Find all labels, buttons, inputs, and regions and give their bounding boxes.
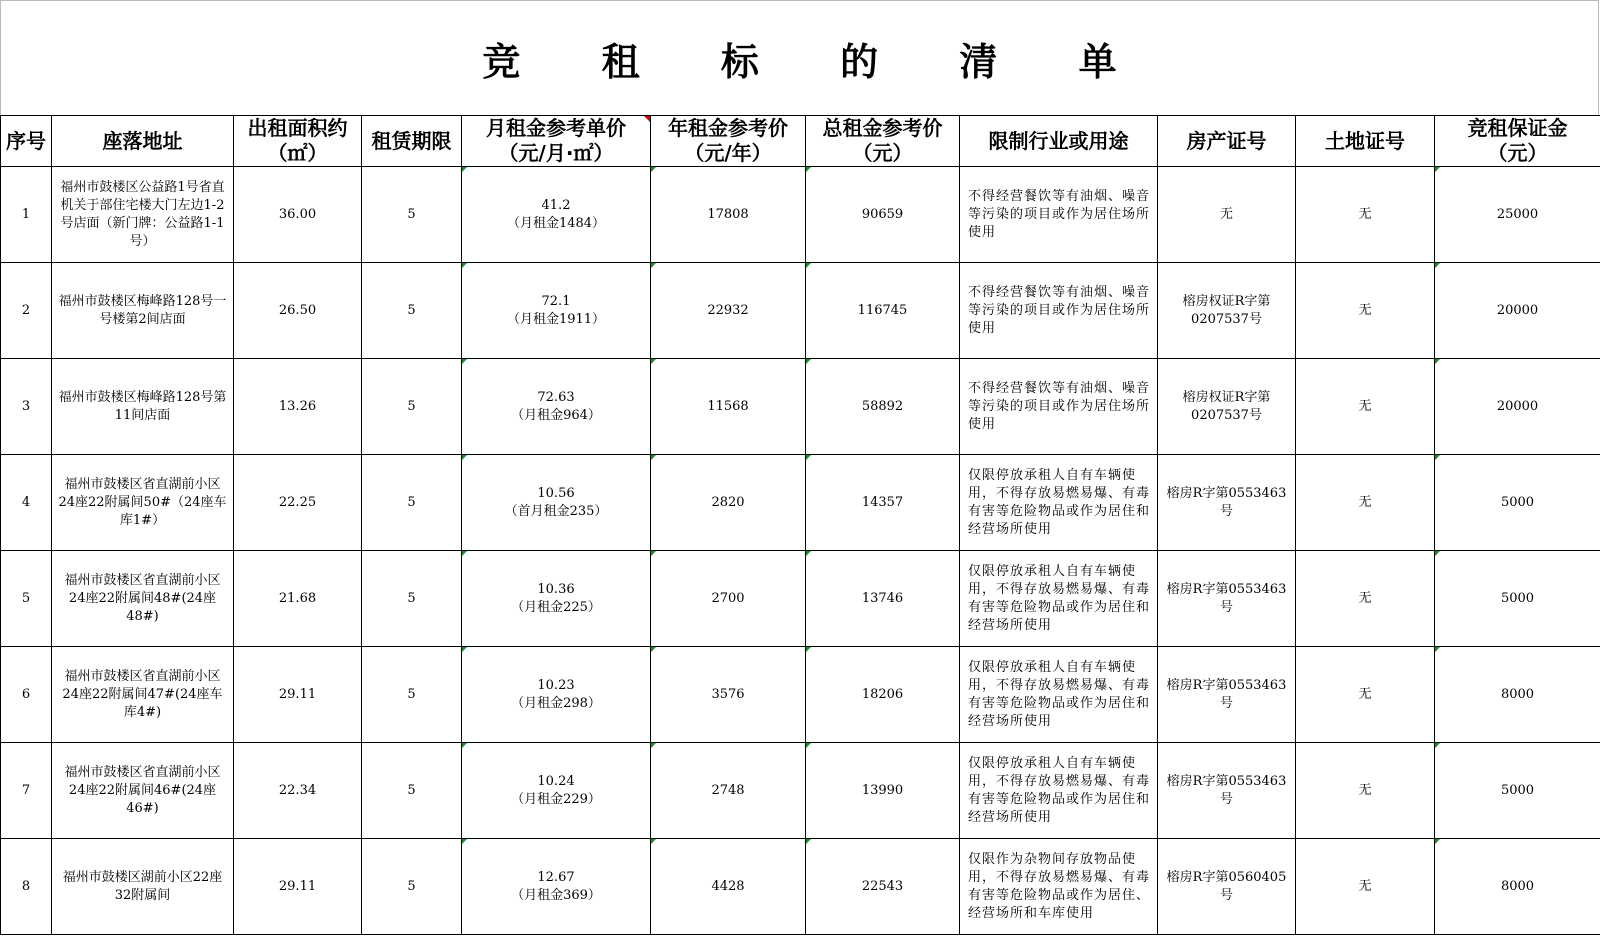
cell-deposit[interactable]: 8000 (1435, 839, 1600, 935)
cell-area[interactable]: 13.26 (234, 359, 362, 455)
cell-annual-rent[interactable]: 3576 (651, 647, 806, 743)
title-cell[interactable] (0, 0, 1599, 115)
cell-term[interactable]: 5 (362, 743, 462, 839)
cell-area[interactable]: 36.00 (234, 167, 362, 263)
cell-unit-price[interactable]: 12.67 （月租金369） (462, 839, 651, 935)
cell-annual-rent[interactable]: 2748 (651, 743, 806, 839)
cell-seq[interactable]: 5 (1, 551, 52, 647)
table-row (1, 455, 1600, 551)
cell-seq[interactable]: 1 (1, 167, 52, 263)
cell-seq[interactable]: 3 (1, 359, 52, 455)
table-row (1, 647, 1600, 743)
cell-house-cert[interactable]: 榕房权证R字第0207537号 (1158, 359, 1296, 455)
cell-land-cert[interactable]: 无 (1296, 743, 1435, 839)
cell-use[interactable]: 不得经营餐饮等有油烟、噪音等污染的项目或作为居住场所使用 (960, 359, 1158, 455)
cell-use[interactable]: 不得经营餐饮等有油烟、噪音等污染的项目或作为居住场所使用 (960, 263, 1158, 359)
header-row (1, 116, 1600, 167)
cell-deposit[interactable]: 5000 (1435, 455, 1600, 551)
table-row (1, 839, 1600, 935)
cell-total-rent[interactable]: 14357 (806, 455, 960, 551)
cell-deposit[interactable]: 5000 (1435, 743, 1600, 839)
cell-annual-rent[interactable]: 2700 (651, 551, 806, 647)
header-annual-rent[interactable]: 年租金参考价 （元/年） (651, 116, 806, 167)
cell-term[interactable]: 5 (362, 647, 462, 743)
cell-seq[interactable]: 7 (1, 743, 52, 839)
cell-house-cert[interactable]: 榕房R字第0553463号 (1158, 743, 1296, 839)
cell-annual-rent[interactable]: 2820 (651, 455, 806, 551)
cell-house-cert[interactable]: 榕房R字第0553463号 (1158, 647, 1296, 743)
cell-term[interactable]: 5 (362, 455, 462, 551)
table-row (1, 263, 1600, 359)
cell-use[interactable]: 不得经营餐饮等有油烟、噪音等污染的项目或作为居住场所使用 (960, 167, 1158, 263)
cell-area[interactable]: 29.11 (234, 839, 362, 935)
cell-house-cert[interactable]: 榕房R字第0553463号 (1158, 551, 1296, 647)
cell-area[interactable]: 22.34 (234, 743, 362, 839)
cell-use[interactable]: 仅限停放承租人自有车辆使用，不得存放易燃易爆、有毒有害等危险物品或作为居住和经营场所使用 (960, 551, 1158, 647)
cell-total-rent[interactable]: 58892 (806, 359, 960, 455)
cell-seq[interactable]: 4 (1, 455, 52, 551)
header-term[interactable]: 租赁期限 (362, 116, 462, 167)
header-land-cert[interactable]: 土地证号 (1296, 116, 1435, 167)
cell-deposit[interactable]: 8000 (1435, 647, 1600, 743)
table-row (1, 551, 1600, 647)
header-unit-price[interactable]: 月租金参考单价 （元/月·㎡） (462, 116, 651, 167)
header-address[interactable]: 座落地址 (52, 116, 234, 167)
cell-total-rent[interactable]: 18206 (806, 647, 960, 743)
cell-land-cert[interactable]: 无 (1296, 647, 1435, 743)
cell-total-rent[interactable]: 116745 (806, 263, 960, 359)
table-row (1, 743, 1600, 839)
cell-seq[interactable]: 6 (1, 647, 52, 743)
cell-house-cert[interactable]: 榕房R字第0560405号 (1158, 839, 1296, 935)
header-use[interactable]: 限制行业或用途 (960, 116, 1158, 167)
cell-annual-rent[interactable]: 22932 (651, 263, 806, 359)
cell-use[interactable]: 仅限作为杂物间存放物品使用，不得存放易燃易爆、有毒有害等危险物品或作为居住、经营场所和车库使用 (960, 839, 1158, 935)
cell-unit-price[interactable]: 10.23 （月租金298） (462, 647, 651, 743)
cell-annual-rent[interactable]: 4428 (651, 839, 806, 935)
header-seq[interactable]: 序号 (1, 116, 52, 167)
cell-address[interactable]: 福州市鼓楼区公益路1号省直机关于部住宅楼大门左边1-2号店面（新门牌：公益路1-1号） (52, 167, 234, 263)
cell-unit-price[interactable]: 72.1 （月租金1911） (462, 263, 651, 359)
cell-address[interactable]: 福州市鼓楼区梅峰路128号一号楼第2间店面 (52, 263, 234, 359)
lease-table (0, 115, 1600, 935)
cell-seq[interactable]: 2 (1, 263, 52, 359)
cell-unit-price[interactable]: 10.36 （月租金225） (462, 551, 651, 647)
cell-address[interactable]: 福州市鼓楼区省直湖前小区24座22附属间46#(24座46#) (52, 743, 234, 839)
cell-land-cert[interactable]: 无 (1296, 263, 1435, 359)
cell-seq[interactable]: 8 (1, 839, 52, 935)
cell-house-cert[interactable]: 榕房R字第0553463号 (1158, 455, 1296, 551)
cell-address[interactable]: 福州市鼓楼区省直湖前小区24座22附属间48#(24座48#) (52, 551, 234, 647)
cell-address[interactable]: 福州市鼓楼区梅峰路128号第11间店面 (52, 359, 234, 455)
cell-land-cert[interactable]: 无 (1296, 551, 1435, 647)
cell-land-cert[interactable]: 无 (1296, 359, 1435, 455)
cell-deposit[interactable]: 25000 (1435, 167, 1600, 263)
cell-total-rent[interactable]: 22543 (806, 839, 960, 935)
header-house-cert[interactable]: 房产证号 (1158, 116, 1296, 167)
table-row (1, 359, 1600, 455)
cell-land-cert[interactable]: 无 (1296, 839, 1435, 935)
cell-house-cert[interactable]: 无 (1158, 167, 1296, 263)
cell-area[interactable]: 21.68 (234, 551, 362, 647)
cell-total-rent[interactable]: 13990 (806, 743, 960, 839)
cell-area[interactable]: 26.50 (234, 263, 362, 359)
header-total-rent[interactable]: 总租金参考价 （元） (806, 116, 960, 167)
cell-area[interactable]: 22.25 (234, 455, 362, 551)
cell-total-rent[interactable]: 13746 (806, 551, 960, 647)
cell-unit-price[interactable]: 10.24 （月租金229） (462, 743, 651, 839)
cell-deposit[interactable]: 5000 (1435, 551, 1600, 647)
cell-deposit[interactable]: 20000 (1435, 263, 1600, 359)
cell-annual-rent[interactable]: 11568 (651, 359, 806, 455)
cell-address[interactable]: 福州市鼓楼区湖前小区22座32附属间 (52, 839, 234, 935)
cell-term[interactable]: 5 (362, 839, 462, 935)
cell-unit-price[interactable]: 41.2 （月租金1484） (462, 167, 651, 263)
cell-annual-rent[interactable]: 17808 (651, 167, 806, 263)
header-deposit[interactable]: 竞租保证金 （元） (1435, 116, 1600, 167)
cell-term[interactable]: 5 (362, 551, 462, 647)
cell-term[interactable]: 5 (362, 359, 462, 455)
page-title: 竞 租 标 的 清 单 (482, 39, 1151, 84)
cell-deposit[interactable]: 20000 (1435, 359, 1600, 455)
cell-address[interactable]: 福州市鼓楼区省直湖前小区24座22附属间47#(24座车库4#) (52, 647, 234, 743)
cell-unit-price[interactable]: 10.56 （首月租金235） (462, 455, 651, 551)
cell-land-cert[interactable]: 无 (1296, 167, 1435, 263)
cell-use[interactable]: 仅限停放承租人自有车辆使用，不得存放易燃易爆、有毒有害等危险物品或作为居住和经营场所使用 (960, 743, 1158, 839)
cell-term[interactable]: 5 (362, 167, 462, 263)
cell-use[interactable]: 仅限停放承租人自有车辆使用，不得存放易燃易爆、有毒有害等危险物品或作为居住和经营场所使用 (960, 647, 1158, 743)
cell-land-cert[interactable]: 无 (1296, 455, 1435, 551)
cell-unit-price[interactable]: 72.63 （月租金964） (462, 359, 651, 455)
cell-area[interactable]: 29.11 (234, 647, 362, 743)
cell-use[interactable]: 仅限停放承租人自有车辆使用，不得存放易燃易爆、有毒有害等危险物品或作为居住和经营场所使用 (960, 455, 1158, 551)
header-area[interactable]: 出租面积约 （㎡） (234, 116, 362, 167)
table-row (1, 167, 1600, 263)
cell-total-rent[interactable]: 90659 (806, 167, 960, 263)
cell-term[interactable]: 5 (362, 263, 462, 359)
cell-address[interactable]: 福州市鼓楼区省直湖前小区24座22附属间50#（24座车库1#） (52, 455, 234, 551)
cell-house-cert[interactable]: 榕房权证R字第0207537号 (1158, 263, 1296, 359)
